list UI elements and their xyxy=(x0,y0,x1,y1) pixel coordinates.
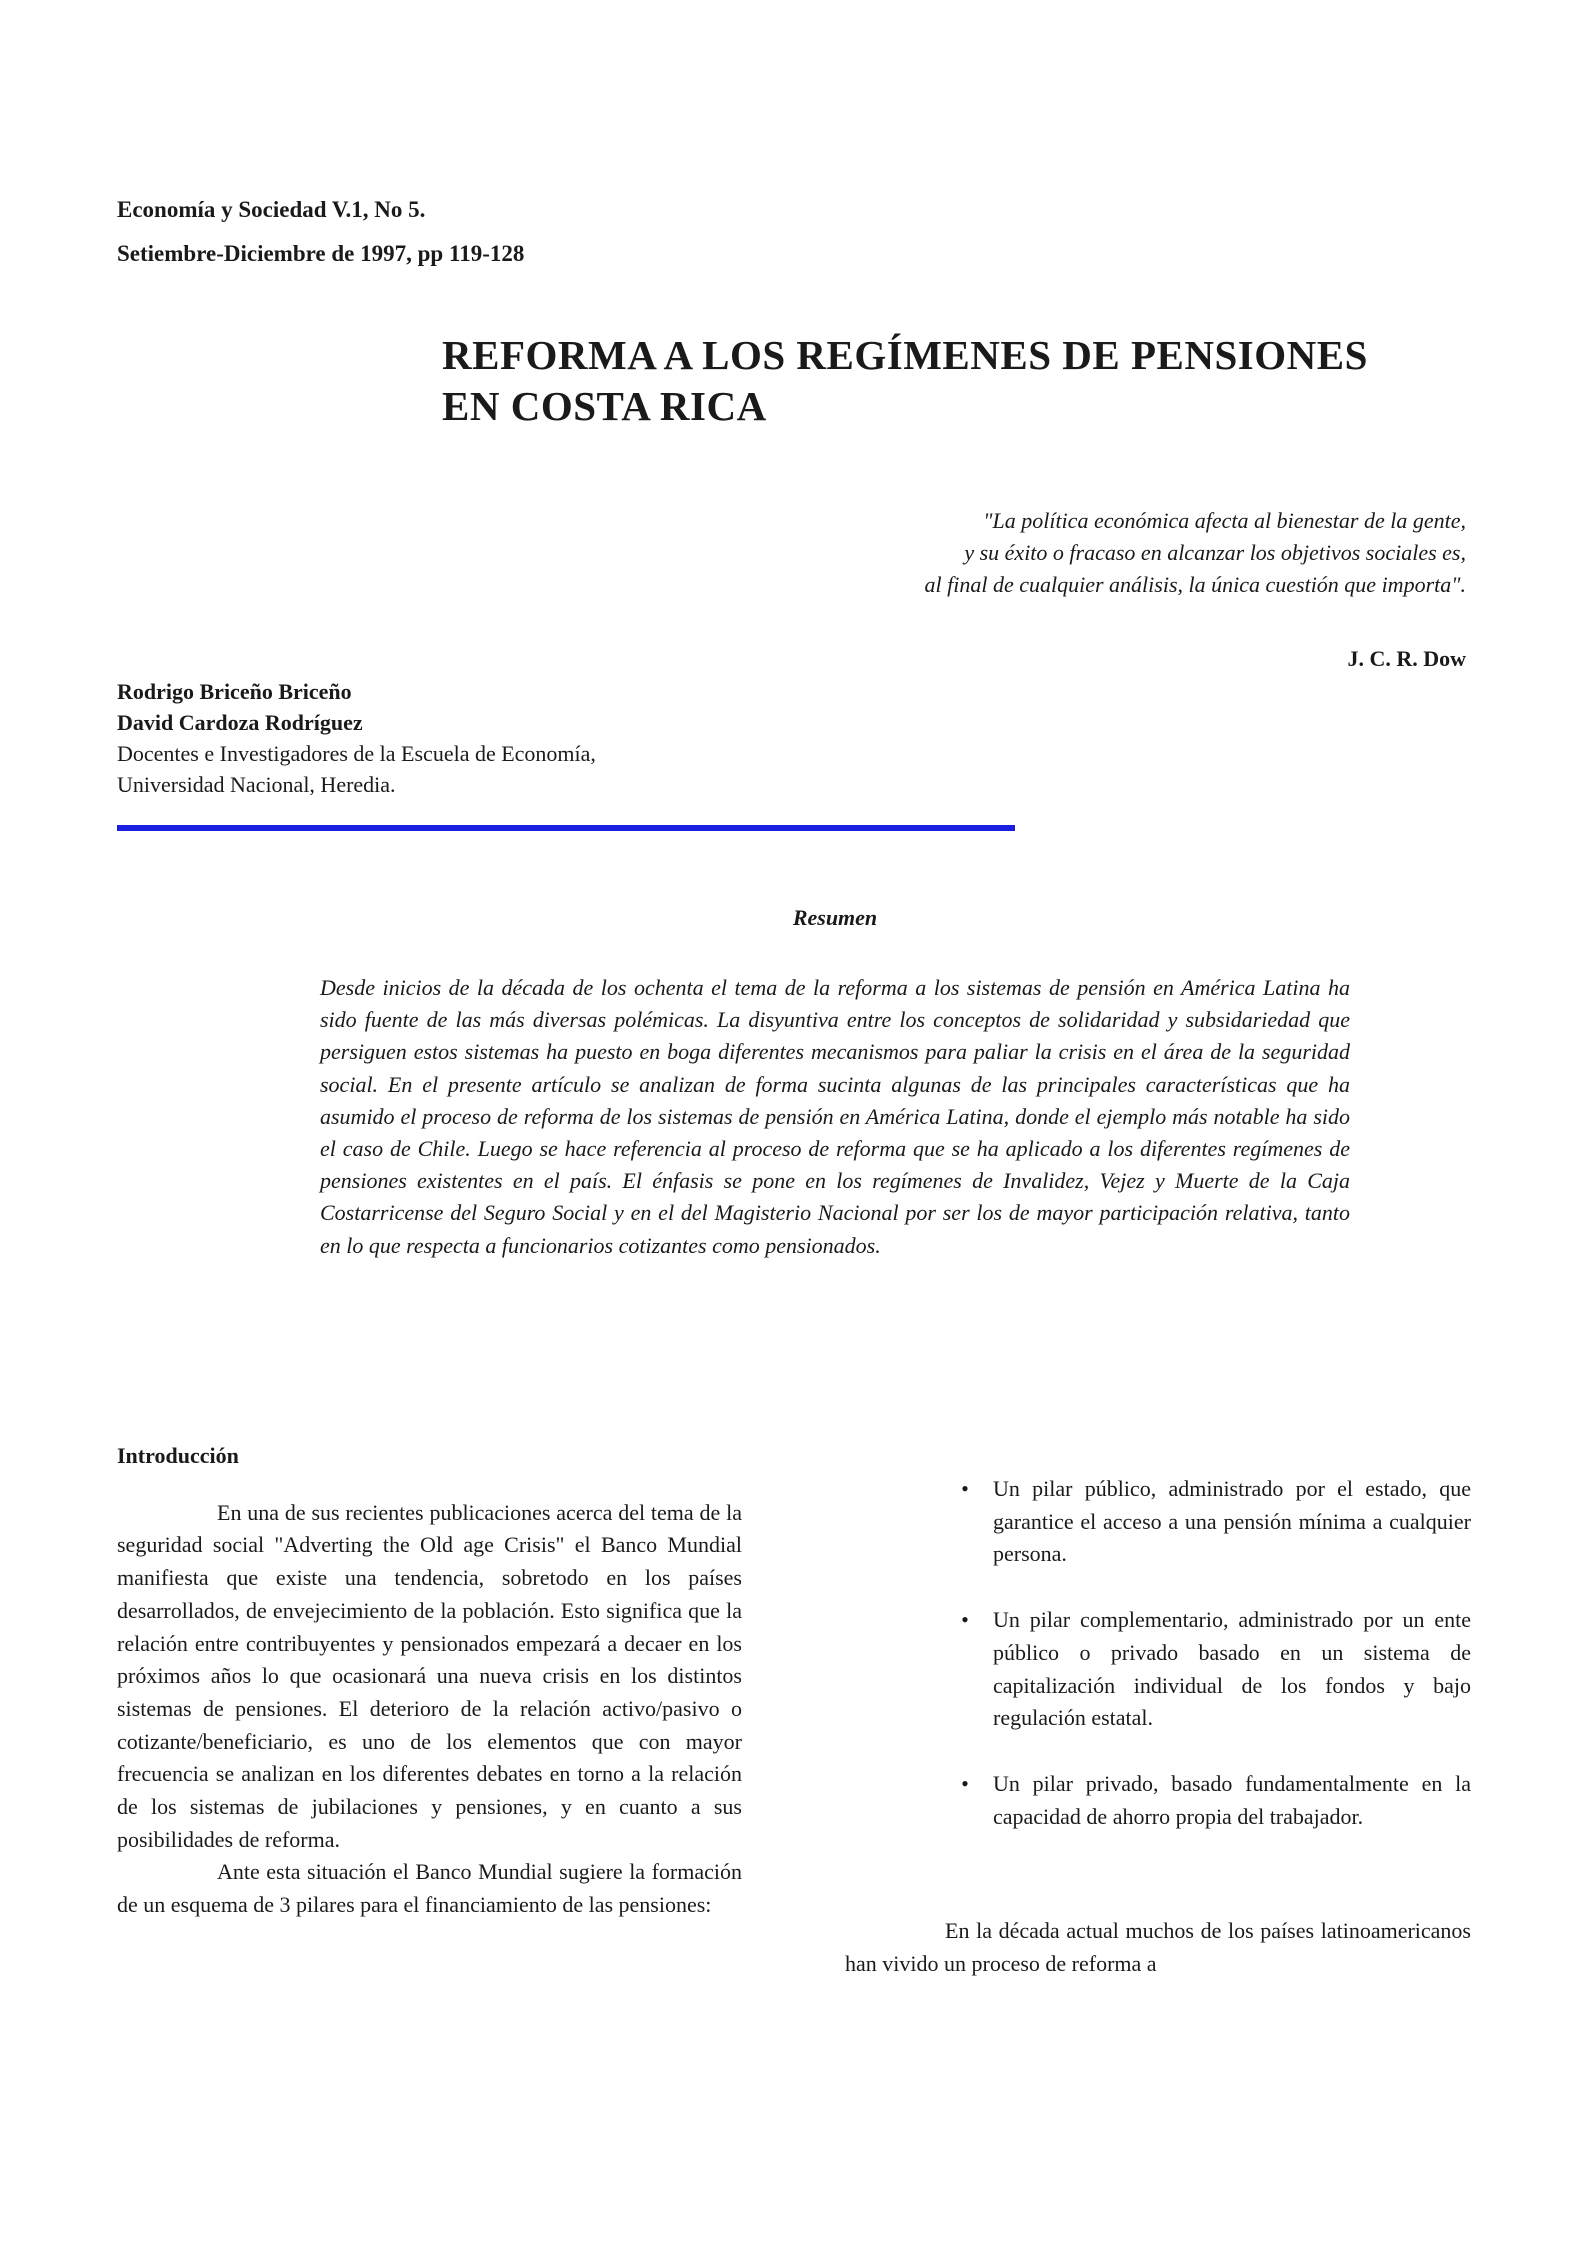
list-item-text: Un pilar complementario, administrado por un ente público o privado basado en un sistema de capitalización individual de los fondos y bajo regulación estatal. xyxy=(993,1607,1471,1731)
epigraph-author: J. C. R. Dow xyxy=(1347,646,1466,671)
epigraph-line-3: al final de cualquier análisis, la única cuestión que importa". xyxy=(924,572,1466,597)
list-item xyxy=(845,1473,1471,1571)
authors-block xyxy=(117,676,596,800)
list-item-text: Un pilar público, administrado por el estado, que garantice el acceso a una pensión mínima a cualquier persona. xyxy=(993,1476,1471,1567)
title-line-1: REFORMA A LOS REGÍMENES DE PENSIONES xyxy=(442,332,1368,378)
bullet-icon: • xyxy=(961,1476,969,1501)
abstract-text: Desde inicios de la década de los ochenta el tema de la reforma a los sistemas de pensión en América Latina ha sido fuente de las más diversas polémicas. La disyuntiva entre los conceptos de solidaridad y subsidariedad que persiguen estos sistemas ha puesto en boga diferentes mecanismos para paliar la crisis en el área de la seguridad social. En el presente artículo se analizan de forma sucinta algunas de las principales características que ha asumido el proceso de reforma de los sistemas de pensión en América Latina, donde el ejemplo más notable ha sido el caso de Chile. Luego se hace referencia al proceso de reforma que se ha aplicado a los diferentes regímenes de pensiones existentes en el país. El énfasis se pone en los regímenes de Invalidez, Vejez y Muerte de la Caja Costarricense del Seguro Social y en el del Magisterio Nacional por ser los de mayor participación relativa, tanto en lo que respecta a funcionarios cotizantes como pensionados. xyxy=(320,975,1350,1258)
right-column xyxy=(845,1473,1471,2003)
list-item xyxy=(845,1604,1471,1735)
epigraph-line-1: "La política económica afecta al bienestar de la gente, xyxy=(983,508,1466,533)
author-name-2: David Cardoza Rodríguez xyxy=(117,710,363,735)
pillar-list xyxy=(845,1473,1471,1833)
blue-divider xyxy=(117,825,1015,831)
author-affiliation-2: Universidad Nacional, Heredia. xyxy=(117,772,396,797)
list-item-text: Un pilar privado, basado fundamentalmente en la capacidad de ahorro propia del trabajador. xyxy=(993,1770,1471,1829)
list-item xyxy=(845,1768,1471,1833)
intro-paragraph-2: Ante esta situación el Banco Mundial sugiere la formación de un esquema de 3 pilares para el financiamiento de las pensiones: xyxy=(117,1859,742,1918)
bullet-icon: • xyxy=(961,1607,969,1633)
bullet-icon: • xyxy=(961,1770,969,1796)
body-paragraph: En la década actual muchos de los países latinoamericanos han vivido un proceso de reforma a xyxy=(845,1918,1471,1977)
intro-paragraph-1: En una de sus recientes publicaciones acerca del tema de la seguridad social "Adverting the Old age Crisis" el Banco Mundial manifiesta que existe una tendencia, sobretodo en los países desarrollados, de envejecimiento de la población. Esto significa que la relación entre contribuyentes y pensionados empezará a decaer en los próximos años lo que ocasionará una nueva crisis en los distintos sistemas de pensiones. El deterioro de la relación activo/pasivo o cotizante/beneficiario, es uno de los elementos que con mayor frecuencia se analizan en los diferentes debates en torno a la relación de los sistemas de jubilaciones y pensiones, y en cuanto a sus posibilidades de reforma. xyxy=(117,1499,742,1852)
journal-line-2: Setiembre-Diciembre de 1997, pp 119-128 xyxy=(117,241,525,266)
author-name-1: Rodrigo Briceño Briceño xyxy=(117,679,352,704)
epigraph-quote xyxy=(925,505,1466,601)
journal-citation xyxy=(117,188,524,276)
title-line-2: EN COSTA RICA xyxy=(442,383,767,429)
article-title xyxy=(442,330,1368,432)
author-affiliation-1: Docentes e Investigadores de la Escuela de Economía, xyxy=(117,741,596,766)
journal-line-1: Economía y Sociedad V.1, No 5. xyxy=(117,197,426,222)
abstract-heading: Resumen xyxy=(792,905,878,930)
left-column xyxy=(117,1440,742,1922)
epigraph-line-2: y su éxito o fracaso en alcanzar los objetivos sociales es, xyxy=(964,540,1466,565)
intro-heading: Introducción xyxy=(117,1443,239,1468)
